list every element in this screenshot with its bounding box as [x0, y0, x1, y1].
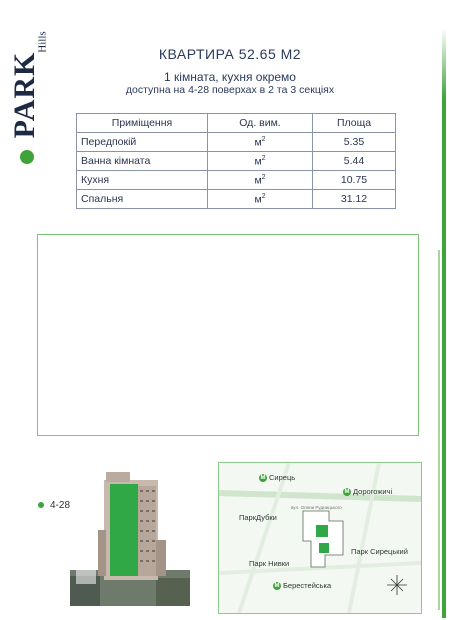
table-header-row: [77, 114, 396, 133]
location-map: [218, 462, 422, 614]
brand-suffix: Hills: [36, 31, 49, 53]
map-roads: [219, 463, 421, 613]
apartment-availability: доступна на 4-28 поверхах в 2 та 3 секціях: [125, 84, 335, 96]
brand-name: PARK: [8, 51, 41, 139]
room-unit: $м^2$: [208, 133, 313, 152]
station-dorohozhychi: М Дорогожичі: [344, 487, 393, 496]
room-name: Кухня: [77, 171, 208, 190]
station-park-nyvky: Парк Нивки: [249, 559, 290, 568]
floor-plan-frame: [37, 234, 419, 436]
room-name: Ванна кімната: [77, 152, 208, 171]
column-header-area: Площа: [313, 114, 396, 133]
metro-icon: М: [260, 475, 266, 482]
room-unit: $м^2$: [208, 190, 313, 209]
column-header-unit: Од. вим.: [208, 114, 313, 133]
rooms-table: [76, 113, 396, 209]
table-row: [77, 190, 396, 209]
floors-label: 4-28: [50, 500, 71, 511]
side-accent-bar: [442, 28, 446, 618]
room-area: 31.12: [313, 190, 396, 209]
brand-dot-icon: [20, 150, 34, 164]
floors-bullet-icon: [38, 502, 44, 508]
station-berestejska: М Берестейська: [274, 581, 332, 590]
table-row: [77, 133, 396, 152]
building-illustration: [70, 466, 190, 606]
room-name: Спальня: [77, 190, 208, 209]
floors-indicator: [38, 500, 70, 511]
metro-icon: М: [344, 489, 350, 496]
station-syrets: М Сирець: [260, 473, 296, 482]
room-unit: $м^2$: [208, 171, 313, 190]
room-unit: $м^2$: [208, 152, 313, 171]
metro-icon: М: [274, 583, 280, 590]
table-row: [77, 171, 396, 190]
apartment-subtitle: 1 кімната, кухня окремо: [164, 70, 296, 84]
station-park-syretskyi: Парк Сирецький: [351, 547, 408, 556]
street-label: вул. Олени Рудницького: [291, 505, 342, 510]
column-header-room: Приміщення: [77, 114, 208, 133]
room-name: Передпокій: [77, 133, 208, 152]
room-area: 5.35: [313, 133, 396, 152]
station-parkdubky: ПаркДубки: [239, 513, 277, 522]
room-area: 10.75: [313, 171, 396, 190]
room-area: 5.44: [313, 152, 396, 171]
side-accent-line: [438, 250, 440, 610]
table-row: [77, 152, 396, 171]
apartment-title: КВАРТИРА 52.65 М2: [158, 46, 302, 62]
